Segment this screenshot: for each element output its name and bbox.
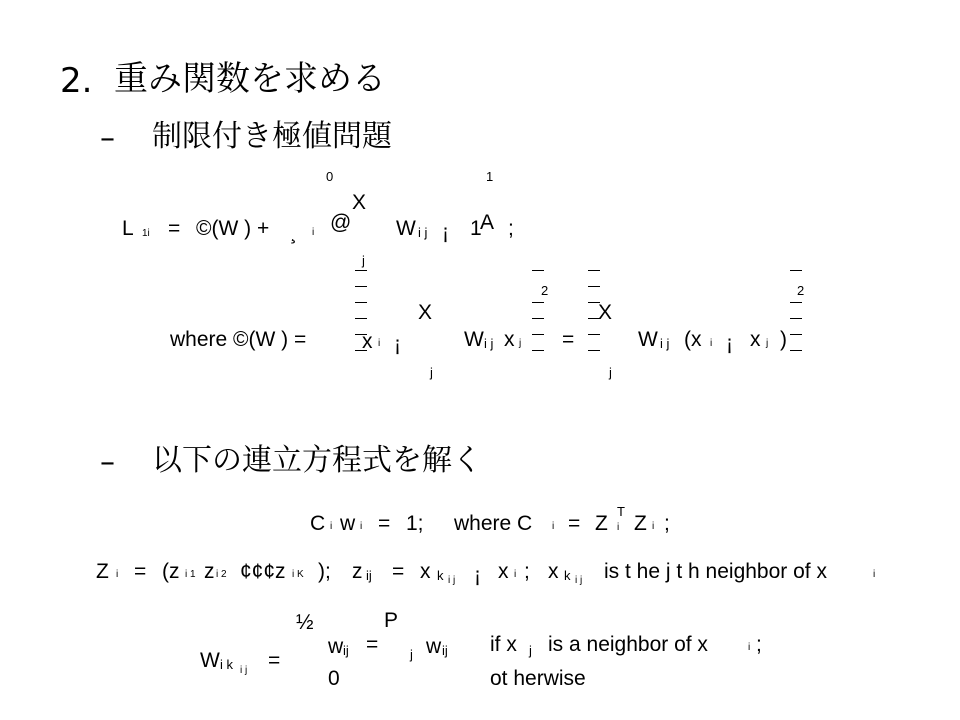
eq5-case1-w-sub: ij [343, 643, 349, 658]
eq4-z2: z [204, 560, 215, 583]
eq1-bracket-left: @ [330, 211, 352, 234]
eq1-lambda-sub: i [312, 227, 315, 238]
norm-bar [588, 334, 600, 335]
eq2-sum2-sub: j [609, 365, 612, 380]
eq2-sum2: X [598, 301, 613, 324]
eq5-case2-value: 0 [328, 667, 340, 690]
eq2-paren-sub: i [710, 338, 713, 349]
eq4-xi-sub: i [514, 569, 517, 580]
bullet-text-constrained-extremum: 制限付き極値問題 [152, 119, 392, 154]
eq4-x: x [420, 560, 431, 583]
eq2-minus2: ¡ [726, 332, 733, 355]
eq4-semicolon: ; [524, 560, 530, 583]
eq2-xj: x [504, 328, 515, 351]
section-title: 重み関数を求める [114, 59, 386, 99]
eq2-x3-sub: j [766, 338, 769, 349]
eq3-where-sub: i [552, 521, 555, 532]
eq2-x3: x [750, 328, 761, 351]
eq2-paren: (x [684, 328, 702, 351]
bullet-text-solve-system: 以下の連立方程式を解く [152, 443, 482, 478]
eq2-x: x [362, 330, 373, 353]
eq1-semicolon: ; [508, 217, 514, 240]
eq4-zij-sub: ij [366, 568, 372, 583]
eq2-sum1-sub: j [430, 365, 433, 380]
eq3-Z: Z [595, 512, 608, 535]
eq4-equals: = [134, 560, 147, 583]
norm-bar [790, 270, 802, 271]
eq4-Z: Z [96, 560, 109, 583]
eq1-phi: ©(W ) + [196, 217, 270, 240]
norm-bar [532, 334, 544, 335]
norm-bar [588, 350, 600, 351]
eq4-open: (z [162, 560, 180, 583]
eq4-xk-subsub: i j [575, 575, 583, 586]
section-number: 2. [60, 61, 93, 101]
eq2-W-sub: i j [484, 336, 494, 351]
eq5-case1-equals: = [366, 633, 379, 656]
eq5-brace: ½ [296, 611, 314, 634]
eq5-case1-w2-sub: ij [442, 643, 448, 658]
norm-bar [588, 270, 600, 271]
eq2-x-sub: i [378, 338, 381, 349]
eq5-equals: = [268, 649, 281, 672]
eq1-W: W [396, 217, 416, 240]
eq3-Z2-sub: i [652, 521, 655, 532]
eq2-W2-sub: i j [660, 336, 670, 351]
bracket-top-left: 0 [326, 169, 334, 184]
eq4-equals2: = [392, 560, 405, 583]
eq5-case1-w: w [328, 635, 344, 658]
eq2-where: where ©(W ) = [170, 328, 307, 351]
eq1-sum-sub: j [362, 253, 365, 268]
eq2-sum1: X [418, 301, 433, 324]
eq3-equals2: = [568, 512, 581, 535]
norm-bar [355, 302, 367, 303]
eq4-x-subsub: i j [448, 575, 456, 586]
eq3-one: 1; [406, 512, 424, 535]
eq1-bracket-right: A [480, 211, 495, 234]
eq2-W2: W [638, 328, 658, 351]
norm-bar [355, 270, 367, 271]
eq1-minus: ¡ [442, 221, 449, 244]
eq4-z2-sub: i 2 [216, 569, 227, 580]
eq4-dots: ¢¢¢z [240, 560, 286, 583]
eq5-case1-P: P [384, 609, 399, 632]
eq3-Z-sub: i [617, 522, 620, 533]
eq5-W-subsub: i j [240, 665, 248, 676]
eq4-close: ); [318, 560, 331, 583]
eq1-lambda: ¸ [290, 221, 297, 244]
eq3-w: w [340, 512, 356, 535]
eq1-L-sub: 1i [142, 228, 150, 239]
norm-bar [790, 302, 802, 303]
norm-bar [588, 286, 600, 287]
eq2-square1: 2 [541, 283, 549, 298]
norm-bar [532, 270, 544, 271]
eq4-xi: x [498, 560, 509, 583]
eq1-one: 1 [470, 217, 482, 240]
eq5-W-sub: i k [220, 657, 233, 672]
eq5-case2-cond: ot herwise [490, 667, 586, 690]
eq4-xk: x [548, 560, 559, 583]
bullet-dash: – [100, 121, 115, 156]
eq5-case1-cond2: is a neighbor of x [548, 633, 708, 656]
norm-bar [532, 302, 544, 303]
eq5-case1-semicolon: ; [756, 633, 762, 656]
bracket-top-right: 1 [486, 169, 494, 184]
eq5-W: W [200, 649, 220, 672]
eq5-case1-cond-sub: j [529, 643, 532, 658]
norm-bar [532, 350, 544, 351]
eq3-T: T [617, 504, 625, 519]
eq2-W: W [464, 328, 484, 351]
norm-bar [532, 318, 544, 319]
eq1-L: L [122, 217, 134, 240]
eq4-zij: z [352, 560, 363, 583]
eq2-xj-sub: j [519, 338, 522, 349]
eq4-text: is t he j t h neighbor of x [604, 560, 827, 583]
eq2-equals: = [562, 328, 575, 351]
eq4-z1-sub: i 1 [185, 569, 196, 580]
eq5-case1-w2: w [426, 635, 442, 658]
norm-bar [355, 286, 367, 287]
norm-bar [790, 318, 802, 319]
eq5-case1-cond: if x [490, 633, 517, 656]
eq5-case1-P-sub: j [410, 647, 413, 662]
norm-bar [355, 318, 367, 319]
norm-bar [790, 334, 802, 335]
eq4-Z-sub: i [116, 569, 119, 580]
eq3-where: where C [454, 512, 533, 535]
eq4-dots-sub: i K [292, 569, 304, 580]
eq4-minus: ¡ [474, 564, 481, 587]
eq4-xk-sub: k [564, 568, 571, 583]
eq1-W-sub: i j [418, 225, 428, 240]
eq3-w-sub: i [360, 521, 363, 532]
bullet-dash: – [100, 445, 115, 480]
eq2-square2: 2 [797, 283, 805, 298]
eq2-minus1: ¡ [394, 333, 401, 356]
eq1-sum: X [352, 191, 367, 214]
eq2-close-paren: ) [780, 328, 787, 351]
eq5-case1-cond2-sub: i [748, 642, 751, 653]
eq3-C-sub: i [330, 521, 333, 532]
norm-bar [790, 350, 802, 351]
eq3-C: C [310, 512, 326, 535]
eq3-equals: = [378, 512, 391, 535]
eq4-x-sub: k [437, 568, 444, 583]
eq3-Z2: Z [634, 512, 647, 535]
eq3-semicolon: ; [664, 512, 670, 535]
eq1-equals: = [168, 217, 181, 240]
eq4-end-sub: i [873, 569, 876, 580]
